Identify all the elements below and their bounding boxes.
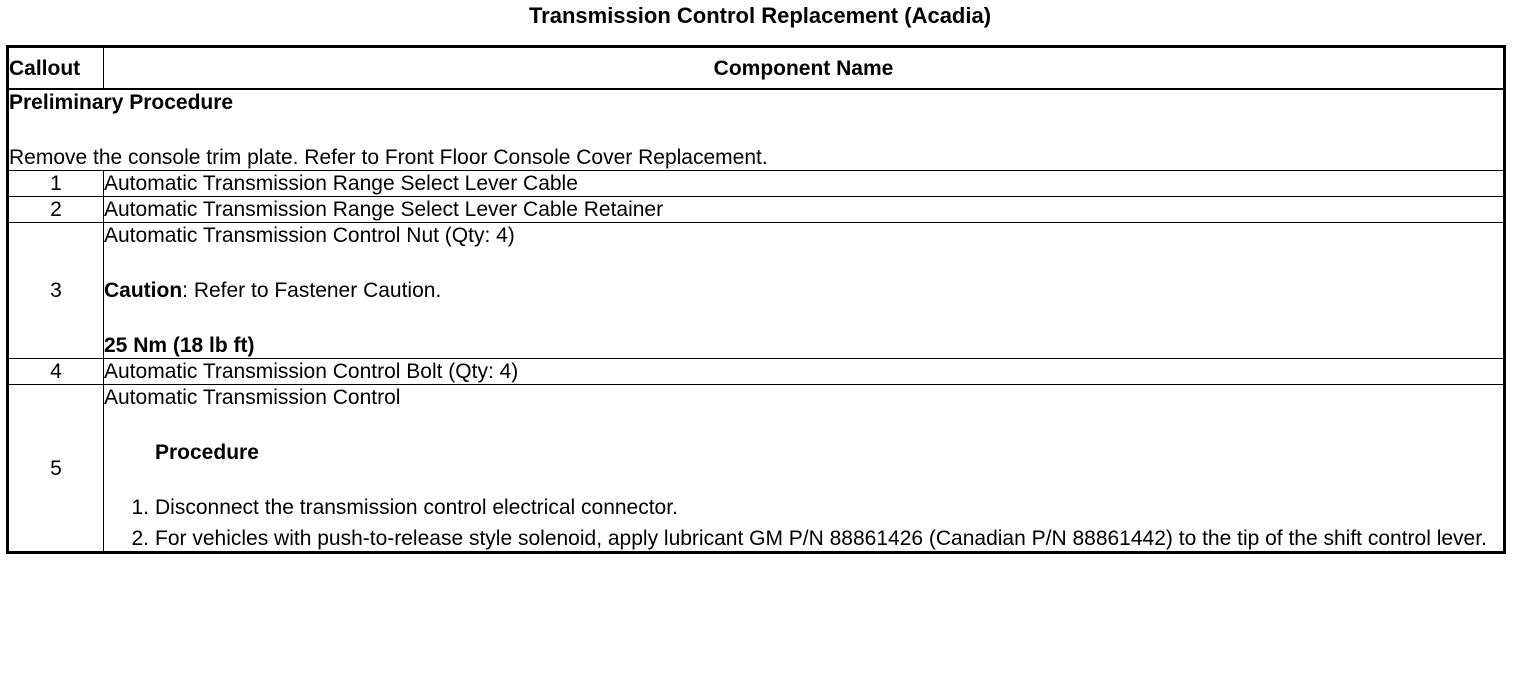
header-row [8,47,1505,90]
preliminary-title: Preliminary Procedure [9,91,234,114]
callout-number: 2 [8,197,104,223]
callout-column-header: Callout [8,47,104,90]
preliminary-cell [8,89,1505,171]
procedure-step [131,495,1503,520]
component-name: Automatic Transmission Control Nut (Qty: 4) [104,224,515,247]
table-row [8,223,1505,359]
preliminary-row [8,89,1505,171]
callout-number: 5 [8,385,104,553]
step-text: Disconnect the transmission control electrical connector. [155,496,678,519]
component-name: Automatic Transmission Control [104,386,401,409]
table-row [8,359,1505,385]
callout-number: 1 [8,171,104,197]
step-number: 1. [131,496,149,519]
procedure-step [131,526,1503,551]
component-table [6,45,1506,554]
component-cell [104,223,1505,359]
procedure-steps [104,495,1503,551]
caution-note [104,278,1503,303]
component-cell [104,385,1505,553]
table-row [8,385,1505,553]
caution-label: Caution [104,279,183,302]
caution-text: : Refer to Fastener Caution. [182,279,442,302]
table-row [8,197,1505,223]
page-title: Transmission Control Replacement (Acadia) [528,3,992,28]
component-name: Automatic Transmission Range Select Lever Cable [104,171,1505,197]
preliminary-text: Remove the console trim plate. Refer to Front Floor Console Cover Replacement. [9,146,768,169]
component-name: Automatic Transmission Control Bolt (Qty: 4) [104,359,1505,385]
procedure-title: Procedure [155,441,259,464]
component-name: Automatic Transmission Range Select Lever Cable Retainer [104,197,1505,223]
callout-number: 4 [8,359,104,385]
torque-spec: 25 Nm (18 lb ft) [104,334,255,357]
table-row [8,171,1505,197]
component-name-column-header: Component Name [104,47,1505,90]
step-text: For vehicles with push-to-release style solenoid, apply lubricant GM P/N 88861426 (Canadian P/N 88861442) to the tip of the shift control lever. [155,527,1487,550]
step-number: 2. [131,527,149,550]
callout-number: 3 [8,223,104,359]
